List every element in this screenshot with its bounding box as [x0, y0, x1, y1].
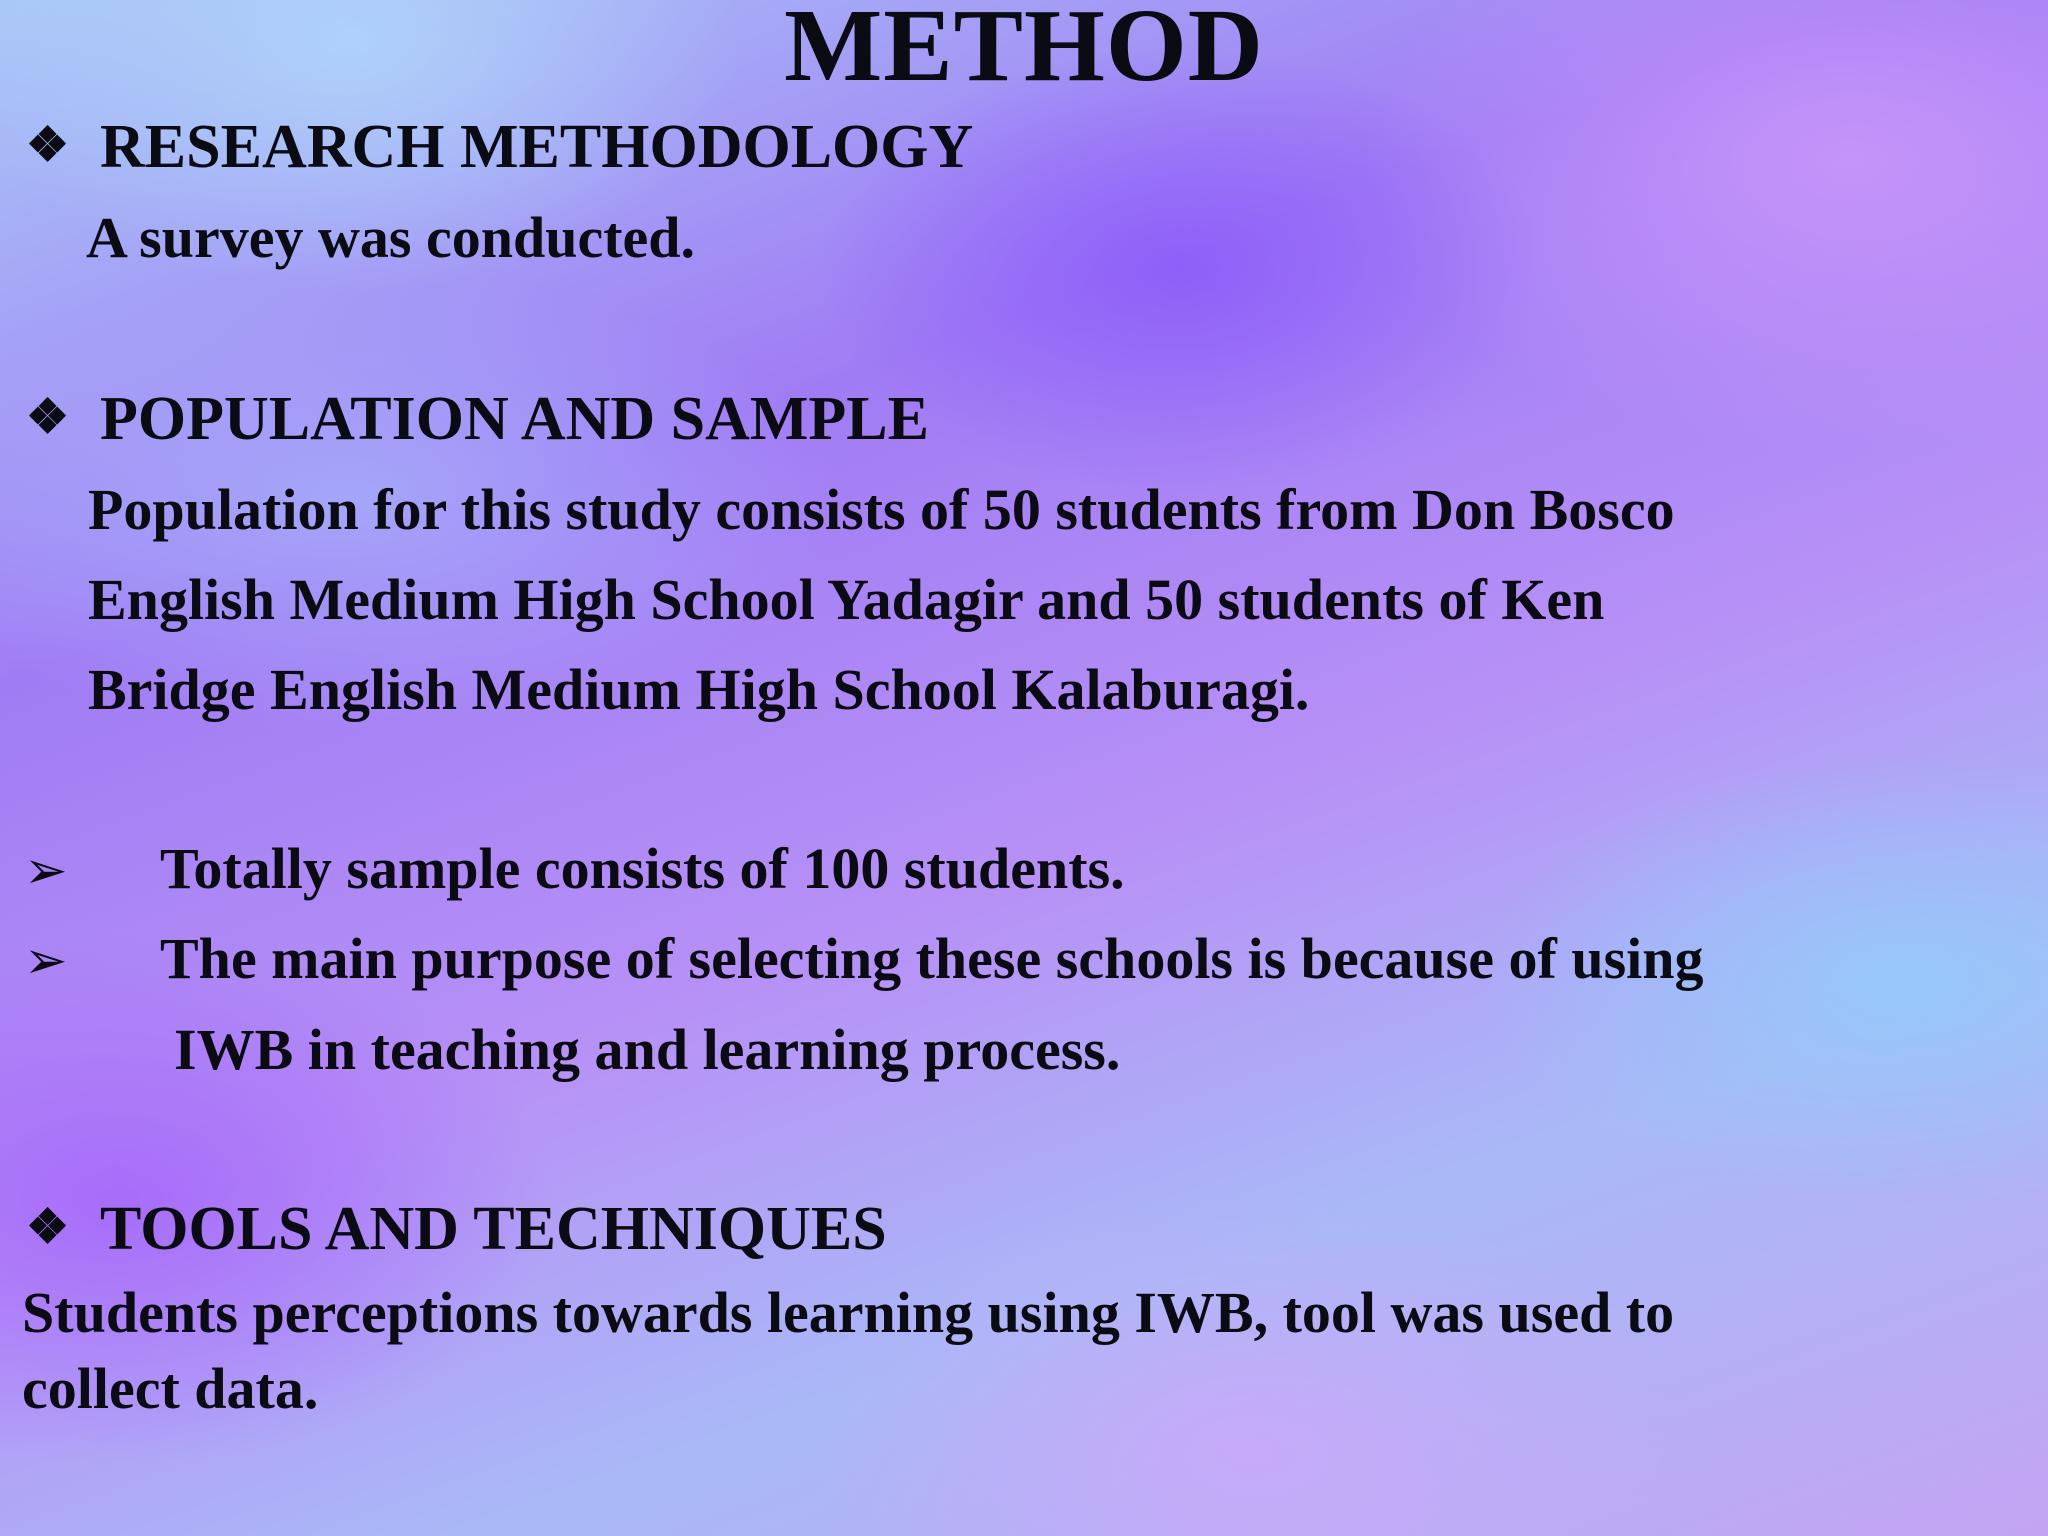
arrow-icon: ➢	[24, 931, 68, 991]
section-body-line: English Medium High School Yadagir and 50 students of Ken	[88, 567, 1605, 632]
section-body-line: A survey was conducted.	[86, 205, 696, 270]
section-body-line: Bridge English Medium High School Kalaburagi.	[88, 657, 1310, 722]
arrow-icon: ➢	[24, 841, 68, 901]
section-heading-label: RESEARCH METHODOLOGY	[100, 113, 974, 181]
diamond-icon: ❖	[26, 391, 70, 444]
diamond-icon: ❖	[26, 1201, 70, 1254]
section-body-line: Population for this study consists of 50 students from Don Bosco	[88, 477, 1675, 542]
diamond-icon: ❖	[26, 119, 70, 172]
bullet-item	[24, 914, 1704, 1006]
slide-title: METHOD	[784, 0, 1264, 103]
section-heading-research-methodology	[26, 113, 974, 181]
section-body-line: collect data.	[22, 1356, 319, 1421]
bullet-text-continuation: IWB in teaching and learning process.	[174, 1017, 1121, 1082]
section-heading-label: POPULATION AND SAMPLE	[100, 385, 930, 453]
section-heading-tools-and-techniques	[26, 1195, 887, 1263]
section-heading-population-and-sample	[26, 385, 930, 453]
section-heading-label: TOOLS AND TECHNIQUES	[100, 1195, 887, 1263]
bullet-text: The main purpose of selecting these schools is because of using	[160, 926, 1704, 991]
bullet-text: Totally sample consists of 100 students.	[160, 836, 1125, 901]
bullet-item	[24, 824, 1125, 916]
section-body-line: Students perceptions towards learning using IWB, tool was used to	[22, 1280, 1675, 1345]
